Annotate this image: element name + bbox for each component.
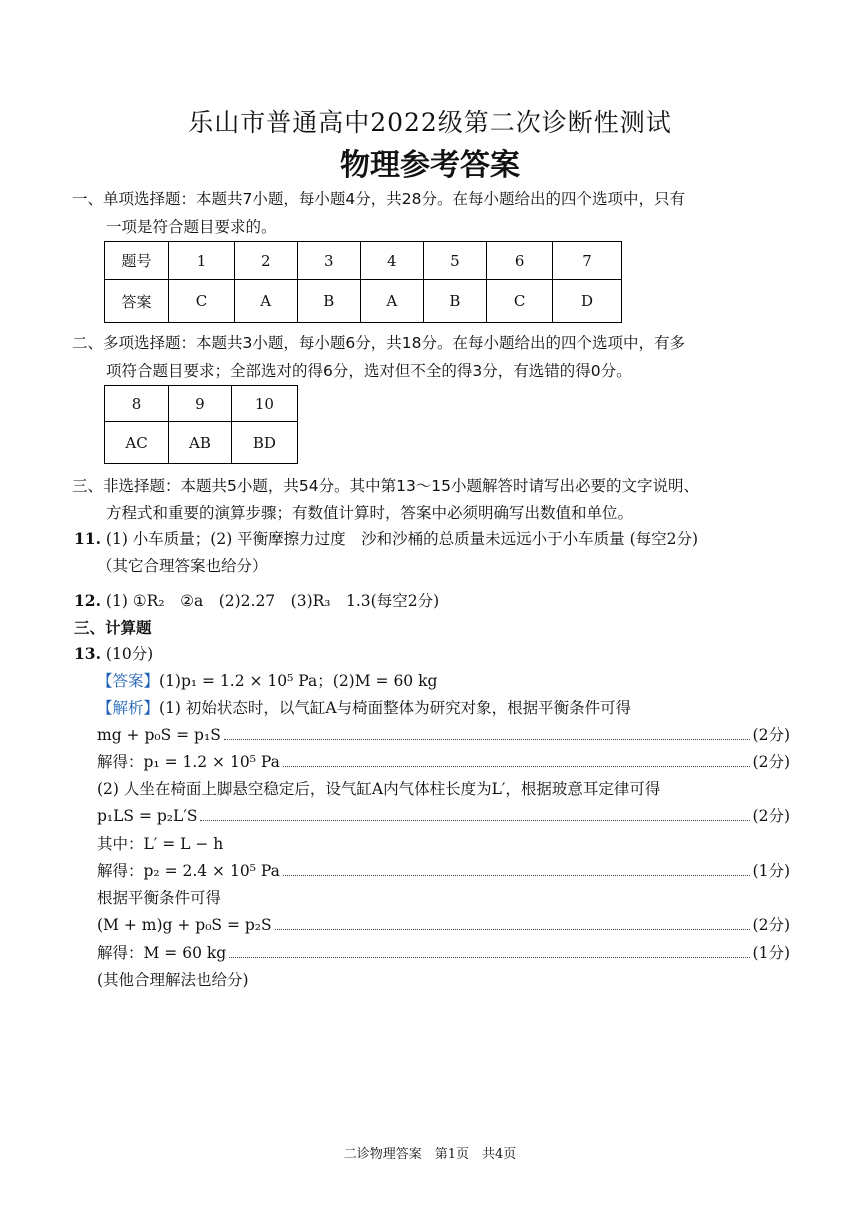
question-number-cell: 3 [297,242,361,280]
question-number-row [105,242,622,280]
answer-cell: B [423,280,487,323]
dotted-leader [229,956,749,958]
q13-analysis [97,696,631,718]
q11 [74,527,698,549]
step-score: (2分) [752,726,790,744]
section2-instruction-line1: 二、多项选择题：本题共3小题，每小题6分，共18分。在每小题给出的四个选项中，有多 [72,334,685,352]
solution-step [97,804,790,826]
step-expression: p₁LS = p₂L′S [97,807,198,825]
step-expression: 解得：p₂ = 2.4 × 10⁵ Pa [97,862,280,880]
calc-section-heading: 三、计算题 [74,619,152,637]
dotted-leader [224,738,750,740]
step-score: (2分) [752,807,790,825]
answer-cell: C [169,280,235,323]
solution-text: (其他合理解法也给分) [97,971,249,989]
solution-step [97,913,790,935]
q13-number: 13. [74,644,101,663]
step-score: (2分) [752,916,790,934]
dotted-leader [275,928,750,930]
section1-instruction-line1: 一、单项选择题：本题共7小题，每小题4分，共28分。在每小题给出的四个选项中，只有 [72,190,685,208]
analysis-text: (1) 初始状态时，以气缸A与椅面整体为研究对象，根据平衡条件可得 [159,699,632,717]
question-number-cell: 4 [361,242,424,280]
single-choice-answer-table [104,241,622,323]
dotted-leader [200,819,749,821]
q12-number: 12. [74,591,101,610]
question-number-row [105,386,298,422]
answer-row [105,422,298,464]
question-number-cell: 7 [553,242,622,280]
question-number-cell: 2 [234,242,297,280]
dotted-leader [283,874,750,876]
page-footer: 二诊物理答案 第1页 共4页 [343,1147,517,1162]
q13-points: (10分) [105,645,154,663]
section1-instruction-line2: 一项是符合题目要求的。 [106,218,277,236]
section3-instruction-line2: 方程式和重要的演算步骤；有数值计算时，答案中必须明确写出数值和单位。 [106,504,634,522]
solution-text: 根据平衡条件可得 [97,889,222,907]
step-expression: mg + p₀S = p₁S [97,726,221,744]
answer-row [105,280,622,323]
section2-instruction-line2: 项符合题目要求；全部选对的得6分，选对但不全的得3分，有选错的得0分。 [106,362,632,380]
row-label-question: 题号 [105,242,169,280]
question-number-cell: 8 [105,386,169,422]
q12-answer: (1) ①R₂ ②a (2)2.27 (3)R₃ 1.3(每空2分) [105,592,440,610]
section3-instruction-line1: 三、非选择题：本题共5小题，共54分。其中第13～15小题解答时请写出必要的文字说明、 [72,477,700,495]
solution-step [97,941,790,963]
answer-text: (1)p₁ = 1.2 × 10⁵ Pa；(2)M = 60 kg [159,672,438,690]
step-expression: (M + m)g + p₀S = p₂S [97,916,272,934]
q13-answer [97,669,437,691]
q13-header [74,642,153,664]
answer-cell: B [297,280,361,323]
step-expression: 解得：p₁ = 1.2 × 10⁵ Pa [97,753,280,771]
solution-text: 其中：L′ = L − h [97,835,224,853]
q12 [74,589,439,611]
step-expression: 解得：M = 60 kg [97,944,227,962]
solution-step [97,723,790,745]
answer-cell: AB [169,422,232,464]
q11-number: 11. [74,529,101,548]
answer-cell: A [361,280,424,323]
multi-choice-answer-table [104,385,298,464]
exam-title: 乐山市普通高中2022级第二次诊断性测试 [188,108,672,137]
answer-cell: A [234,280,297,323]
question-number-cell: 1 [169,242,235,280]
solution-text: (2) 人坐在椅面上脚悬空稳定后，设气缸A内气体柱长度为L′，根据玻意耳定律可得 [97,780,661,798]
question-number-cell: 9 [169,386,232,422]
solution-step [97,750,790,772]
step-score: (2分) [752,753,790,771]
answer-key-title: 物理参考答案 [340,148,520,183]
dotted-leader [283,765,750,767]
solution-step [97,859,790,881]
answer-cell: AC [105,422,169,464]
step-score: (1分) [752,944,790,962]
row-label-answer: 答案 [105,280,169,323]
answer-cell: C [487,280,553,323]
answer-cell: BD [231,422,297,464]
step-score: (1分) [752,862,790,880]
q11-note: （其它合理答案也给分） [97,557,268,575]
answer-cell: D [553,280,622,323]
q11-answer: (1) 小车质量；(2) 平衡摩擦力过度 沙和沙桶的总质量未远远小于小车质量 (每空2分) [105,530,699,548]
question-number-cell: 6 [487,242,553,280]
question-number-cell: 10 [231,386,297,422]
question-number-cell: 5 [423,242,487,280]
answer-label: 【答案】 [97,672,160,690]
analysis-label: 【解析】 [97,699,160,717]
